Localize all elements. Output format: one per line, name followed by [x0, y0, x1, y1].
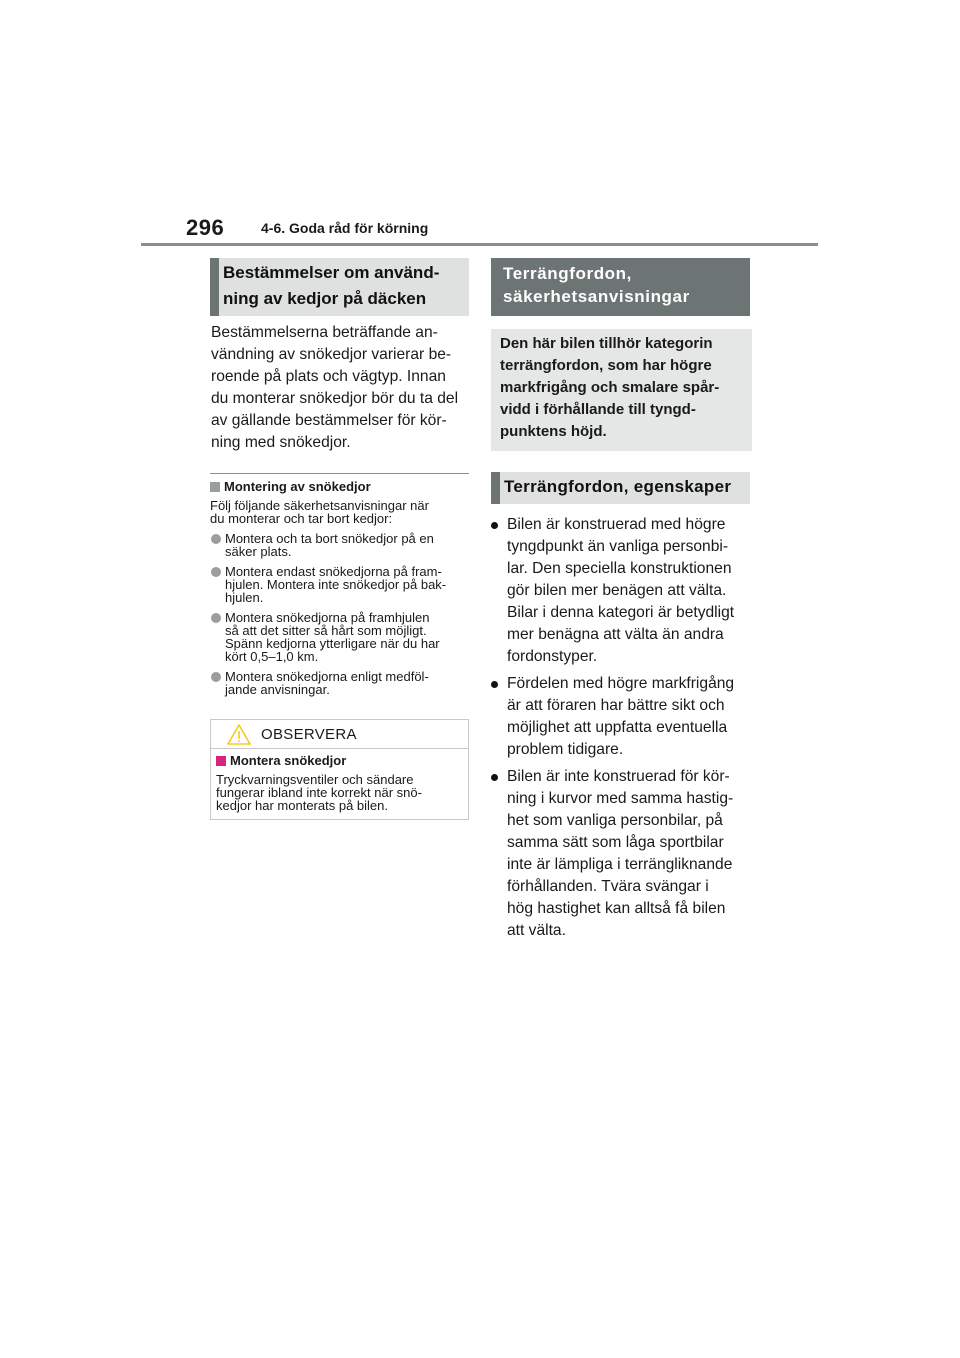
left-column [210, 258, 469, 820]
notice-line: Tryckvarningsventiler och sändare [216, 772, 414, 787]
right-heading-line: Terrängfordon, [503, 264, 632, 283]
circle-bullet-icon [211, 567, 221, 577]
list-item-line: Montera snökedjorna enligt medföl- [225, 669, 429, 684]
list-item [210, 670, 469, 696]
notice-text [216, 773, 463, 812]
page-number: 296 [186, 215, 225, 240]
list-item-line: hjulen. [225, 590, 264, 605]
list-item [491, 766, 752, 942]
info-line: markfrigång och smalare spår- [500, 379, 720, 396]
bullet-dot-icon [491, 681, 498, 688]
subsection-heading [210, 479, 469, 494]
list-item-line: tyngdpunkt än vanliga personbi- [507, 538, 729, 555]
intro-line: du monterar snökedjor bör du ta del [211, 390, 459, 407]
list-item-line: att välta. [507, 922, 566, 939]
notice-title: OBSERVERA [261, 725, 357, 743]
list-item-line: fordonstyper. [507, 648, 598, 665]
list-item-line: Montera endast snökedjorna på fram- [225, 564, 442, 579]
list-item-line: lar. Den speciella konstruktionen [507, 560, 732, 577]
section-title: 4-6. Goda råd för körning [261, 220, 429, 236]
list-item [210, 611, 469, 663]
list-item-line: Spänn kedjorna ytterligare när du har [225, 636, 440, 651]
notice-subheading [216, 753, 463, 768]
info-line: Den här bilen tillhör kategorin [500, 335, 713, 352]
bullet-dot-icon [491, 522, 498, 529]
info-line: terrängfordon, som har högre [500, 357, 712, 374]
right-heading-line: säkerhetsanvisningar [503, 287, 690, 306]
list-item-line: jande anvisningar. [225, 682, 330, 697]
intro-line: vändning av snökedjor varierar be- [211, 346, 452, 363]
list-item-line: Fördelen med högre markfrigång [507, 675, 735, 692]
notice-subheading-text: Montera snökedjor [230, 753, 347, 768]
sub-intro-line: du monterar och tar bort kedjor: [210, 511, 393, 526]
square-bullet-icon [216, 756, 226, 766]
left-heading [210, 258, 469, 316]
intro-line: roende på plats och vägtyp. Innan [211, 368, 446, 385]
subsection-heading-text: Montering av snökedjor [224, 479, 371, 494]
circle-bullet-icon [211, 672, 221, 682]
list-item-line: problem tidigare. [507, 741, 624, 758]
subsection-intro [210, 499, 469, 525]
list-item-line: kört 0,5–1,0 km. [225, 649, 319, 664]
list-item-line: Bilar i denna kategori är betydligt [507, 604, 735, 621]
list-item-line: säker plats. [225, 544, 292, 559]
sub-intro-line: Följ följande säkerhetsanvisningar när [210, 498, 429, 513]
intro-line: Bestämmelserna beträffande an- [211, 324, 438, 341]
page-header [0, 0, 960, 250]
right-heading [491, 258, 750, 316]
circle-bullet-icon [211, 613, 221, 623]
list-item-line: förhållanden. Tvära svängar i [507, 878, 709, 895]
list-item [210, 532, 469, 558]
list-item-line: gör bilen mer benägen att välta. [507, 582, 727, 599]
info-line: vidd i förhållande till tyngd- [500, 401, 696, 418]
list-item-line: samma sätt som låga sportbilar [507, 834, 724, 851]
notice-line: fungerar ibland inte korrekt när snö- [216, 785, 422, 800]
list-item-line: hjulen. Montera inte snökedjor på bak- [225, 577, 447, 592]
warning-triangle-icon [227, 724, 251, 745]
notice-line: kedjor har monterats på bilen. [216, 798, 388, 813]
left-heading-line: Bestämmelser om använd- [223, 263, 440, 282]
list-item-line: så att det sitter så hårt som möjligt. [225, 623, 427, 638]
header-rule [141, 243, 818, 246]
list-item-line: Bilen är konstruerad med högre [507, 516, 726, 533]
left-intro [211, 322, 469, 454]
list-item [210, 565, 469, 604]
list-item [491, 673, 752, 761]
right-heading-2: Terrängfordon, egenskaper [491, 472, 750, 504]
notice-box [210, 719, 469, 820]
notice-header [211, 720, 468, 749]
list-item-line: inte är lämpliga i terrängliknande [507, 856, 733, 873]
info-line: punktens höjd. [500, 423, 607, 440]
list-item-line: Montera snökedjorna på framhjulen [225, 610, 430, 625]
list-item-line: möjlighet att uppfatta eventuella [507, 719, 728, 736]
list-item-line: ning i kurvor med samma hastig- [507, 790, 734, 807]
circle-bullet-icon [211, 534, 221, 544]
list-item-line: hög hastighet kan alltså få bilen [507, 900, 726, 917]
intro-line: ning med snökedjor. [211, 434, 351, 451]
notice-body [211, 749, 468, 819]
info-box [491, 329, 752, 451]
right-list [491, 514, 752, 942]
list-item [491, 514, 752, 668]
intro-line: av gällande bestämmelser för kör- [211, 412, 447, 429]
list-item-line: Bilen är inte konstruerad för kör- [507, 768, 730, 785]
list-item-line: är att föraren har bättre sikt och [507, 697, 725, 714]
right-column [491, 258, 752, 942]
subsection-rule [210, 473, 469, 474]
bullet-dot-icon [491, 774, 498, 781]
left-heading-line: ning av kedjor på däcken [223, 289, 427, 308]
list-item-line: Montera och ta bort snökedjor på en [225, 531, 434, 546]
list-item-line: het som vanliga personbilar, på [507, 812, 723, 829]
list-item-line: mer benägna att välta än andra [507, 626, 724, 643]
square-bullet-icon [210, 482, 220, 492]
